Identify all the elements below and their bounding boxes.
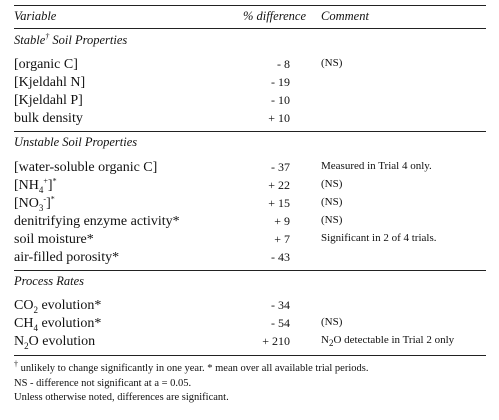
formula-part: CH: [14, 316, 34, 331]
comment-cell: (NS): [321, 196, 343, 208]
table-row: [14, 93, 486, 111]
difference-cell: + 210: [262, 334, 290, 348]
table-row: [14, 250, 486, 268]
table-row: [14, 196, 486, 214]
variable-cell: [14, 316, 101, 332]
variable-cell: [14, 334, 95, 350]
formula-subscript: 2: [328, 338, 334, 349]
formula-subscript: 4: [33, 322, 38, 333]
formula-superscript: -: [43, 194, 47, 204]
footnote-text: unlikely to change significantly in one year. * mean over all available trial periods.: [18, 363, 369, 374]
header-comment: Comment: [321, 9, 369, 23]
table-row: [14, 214, 486, 232]
variable-cell: [water-soluble organic C]: [14, 160, 158, 175]
asterisk-mark: *: [50, 194, 55, 204]
variable-cell: [organic C]: [14, 57, 78, 72]
comment-cell: Measured in Trial 4 only.: [321, 160, 432, 172]
header-rule: [14, 28, 486, 29]
formula-superscript: +: [43, 176, 48, 186]
table-row: [14, 57, 486, 75]
comment-cell: (NS): [321, 214, 343, 226]
dagger-mark: †: [45, 31, 50, 41]
variable-cell: denitrifying enzyme activity*: [14, 214, 180, 229]
comment-cell: (NS): [321, 178, 343, 190]
section-title-unstable: [14, 135, 486, 153]
formula-part: [NO: [14, 196, 39, 211]
table-row: [14, 232, 486, 250]
comment-cell: Significant in 2 of 4 trials.: [321, 232, 437, 244]
table-row: [14, 334, 486, 352]
formula-part: ]: [46, 196, 51, 211]
formula-subscript: 3: [38, 202, 44, 213]
formula-subscript: 4: [38, 184, 44, 195]
header-row: [14, 9, 486, 27]
formula-part: N: [14, 334, 25, 349]
dagger-mark: †: [14, 359, 18, 369]
difference-cell: + 7: [274, 232, 290, 246]
formula-part: CO: [14, 298, 34, 313]
formula-subscript: 2: [33, 304, 38, 315]
header-variable: Variable: [14, 9, 57, 23]
bottom-rule: [14, 355, 486, 356]
formula-part: O evolution: [28, 334, 96, 349]
variable-cell: air-filled porosity*: [14, 250, 120, 265]
difference-cell: + 10: [268, 111, 290, 125]
difference-cell: - 54: [271, 316, 290, 330]
table-row: [14, 178, 486, 196]
difference-cell: + 9: [274, 214, 290, 228]
table-row: [14, 160, 486, 178]
section-title-text: Stable: [14, 33, 46, 47]
comment-cell: (NS): [321, 57, 343, 69]
formula-subscript: 2: [24, 340, 29, 351]
footnote-3: Unless otherwise noted, differences are significant.: [14, 392, 229, 403]
variable-cell: [14, 298, 101, 314]
difference-cell: - 10: [271, 93, 290, 107]
difference-cell: + 22: [268, 178, 290, 192]
section-title-text: Unstable Soil Properties: [14, 135, 138, 149]
header-percent-difference: % difference: [242, 9, 306, 23]
table-row: [14, 75, 486, 93]
difference-cell: - 34: [271, 298, 290, 312]
difference-cell: - 37: [271, 160, 290, 174]
formula-part: O detectable in Trial 2 only: [333, 334, 455, 346]
section-rule: [14, 131, 486, 132]
formula-part: evolution*: [37, 298, 102, 313]
variable-cell: [14, 196, 55, 212]
difference-cell: - 8: [277, 57, 290, 71]
difference-cell: + 15: [268, 196, 290, 210]
comment-cell: (NS): [321, 316, 343, 328]
section-rule: [14, 270, 486, 271]
asterisk-mark: *: [52, 176, 57, 186]
section-title-rest: Soil Properties: [49, 33, 128, 47]
variable-cell: [Kjeldahl P]: [14, 93, 83, 108]
table-row: [14, 111, 486, 129]
comment-cell: [321, 334, 455, 349]
table-row: [14, 316, 486, 334]
section-title-process: [14, 274, 486, 292]
footnote-1: [14, 359, 369, 374]
footnote-2: NS - difference not significant at a = 0.05.: [14, 378, 192, 389]
section-title-text: Process Rates: [14, 274, 85, 288]
top-rule: [14, 5, 486, 6]
difference-cell: - 19: [271, 75, 290, 89]
section-title-stable: [14, 33, 486, 51]
variable-cell: bulk density: [14, 111, 83, 126]
formula-part: evolution*: [37, 316, 102, 331]
difference-cell: - 43: [271, 250, 290, 264]
formula-part: ]: [47, 178, 53, 193]
formula-part: N: [321, 334, 329, 346]
variable-cell: [14, 178, 57, 194]
variable-cell: soil moisture*: [14, 232, 94, 247]
variable-cell: [Kjeldahl N]: [14, 75, 86, 90]
formula-part: [NH: [14, 178, 39, 193]
table-row: [14, 298, 486, 316]
